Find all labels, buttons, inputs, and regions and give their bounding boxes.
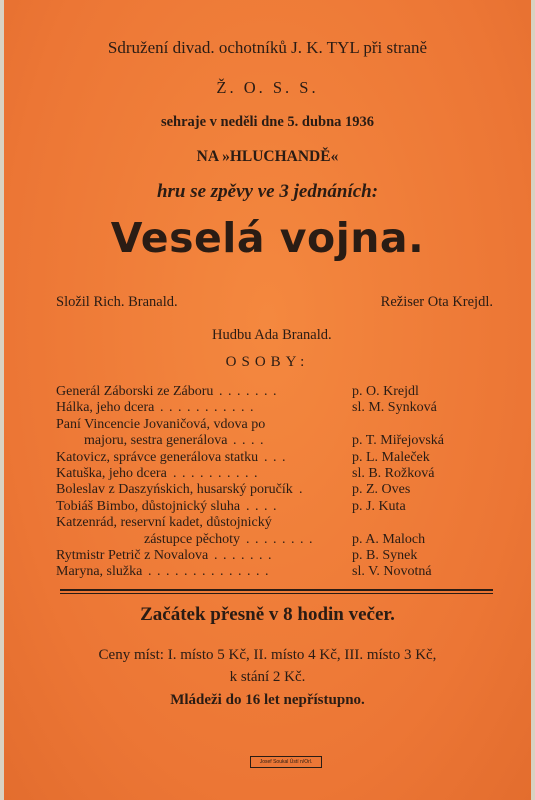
cast-leader-dots: . . . . . . . — [214, 547, 273, 563]
cast-row — [56, 482, 492, 498]
cast-role: Rytmistr Petrič z Novalova — [56, 547, 209, 563]
printer-mark: Josef Soukal Ústí n/Orl. — [250, 756, 322, 768]
cast-actor: p. T. Miřejovská — [352, 433, 445, 449]
cast-row — [56, 417, 492, 433]
cast-actor: sl. V. Novotná — [352, 564, 432, 580]
cast-row — [56, 532, 492, 548]
cast-role: zástupce pěchoty — [144, 531, 241, 547]
cast-actor: p. Z. Oves — [352, 482, 411, 498]
genre-line: hru se zpěvy ve 3 jednáních: — [156, 181, 379, 202]
organizer-line: Sdružení divad. ochotníků J. K. TYL při straně — [107, 38, 428, 57]
cast-leader-dots: . . . . — [233, 433, 265, 449]
director-credit: Režiser Ota Krejdl. — [380, 294, 493, 310]
cast-row — [56, 548, 492, 564]
prices-line-1: Ceny míst: I. místo 5 Kč, II. místo 4 Kč, III. místo 3 Kč, — [98, 647, 437, 663]
cast-row — [56, 564, 492, 580]
cast-role: Generál Záborski ze Záboru — [56, 384, 214, 399]
poster — [4, 0, 531, 800]
cast-leader-dots: . . . . — [246, 498, 278, 514]
author-credit: Složil Rich. Branald. — [56, 294, 178, 310]
music-credit: Hudbu Ada Branald. — [212, 327, 332, 343]
cast-role: Boleslav z Daszyńskich, husarský poručík — [56, 482, 293, 498]
cast-list — [56, 384, 492, 581]
venue-line: NA »HLUCHANDĚ« — [196, 148, 339, 165]
cast-row — [56, 450, 492, 466]
cast-row — [56, 400, 492, 416]
cast-actor: p. J. Kuta — [352, 498, 406, 514]
cast-heading: OSOBY: — [225, 354, 310, 370]
cast-role: majoru, sestra generálova — [84, 433, 228, 449]
cast-role: Tobiáš Bimbo, důstojnický sluha — [56, 498, 241, 514]
cast-row — [56, 433, 492, 449]
cast-leader-dots: . . . . . . . . . . . . . . — [148, 564, 270, 580]
cast-leader-dots: . . . . . . . . . . . — [160, 400, 255, 416]
cast-role: Katuška, jeho dcera — [56, 465, 167, 481]
cast-role: Paní Vincencie Jovaničová, vdova po — [56, 416, 266, 432]
prices-line-2: k stání 2 Kč. — [229, 669, 306, 685]
cast-leader-dots: . . . — [264, 449, 287, 465]
cast-actor: sl. M. Synková — [352, 400, 437, 416]
cast-actor: p. A. Maloch — [352, 531, 426, 547]
cast-leader-dots: . . . . . . . . . . — [173, 465, 259, 481]
cast-leader-dots: . . . . . . . . — [246, 531, 314, 547]
date-line: sehraje v neděli dne 5. dubna 1936 — [160, 114, 375, 130]
cast-row — [56, 499, 492, 515]
party-line: Ž. O. S. S. — [216, 78, 319, 97]
cast-actor: p. B. Synek — [352, 547, 418, 563]
cast-actor: p. O. Krejdl — [352, 384, 419, 399]
divider-thin — [60, 593, 493, 594]
cast-role: Katzenrád, reservní kadet, důstojnický — [56, 515, 272, 531]
cast-leader-dots: . . . . . . . — [219, 384, 278, 399]
age-restriction: Mládeži do 16 let nepřístupno. — [170, 692, 365, 708]
cast-row — [56, 466, 492, 482]
start-time: Začátek přesně v 8 hodin večer. — [140, 604, 395, 625]
cast-role: Maryna, služka — [56, 564, 143, 580]
cast-row — [56, 384, 492, 400]
cast-row — [56, 515, 492, 531]
cast-actor: p. L. Maleček — [352, 449, 430, 465]
divider-thick — [60, 589, 493, 591]
play-title: Veselá vojna. — [110, 214, 425, 262]
cast-role: Hálka, jeho dcera — [56, 400, 155, 416]
ticket-prices — [4, 644, 531, 688]
cast-role: Katovicz, správce generálova statku — [56, 449, 259, 465]
cast-leader-dots: . — [299, 482, 304, 498]
cast-actor: sl. B. Rožková — [352, 465, 435, 481]
